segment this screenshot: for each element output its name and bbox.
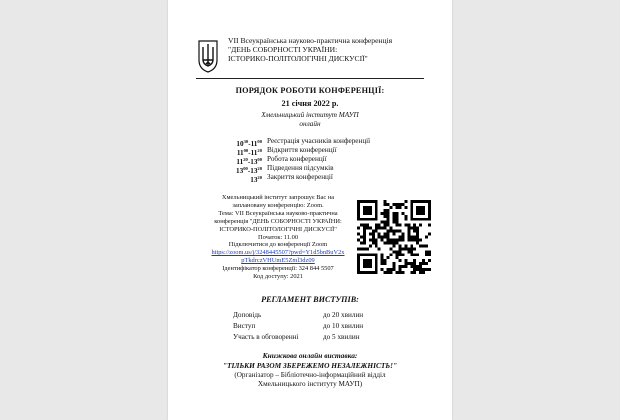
organizer-line-2: Хмельницького інституту МАУП): [257, 380, 363, 388]
document-page: [168, 0, 452, 420]
reglament-label: Виступ: [233, 322, 256, 330]
schedule-row: [212, 155, 412, 164]
schedule-row: [212, 137, 412, 146]
reglament-table: [233, 310, 413, 343]
zoom-invitation: [188, 194, 368, 281]
qr-code-icon: [357, 200, 431, 274]
organizer-line-1: (Організатор – Бібліотечно-інформаційний відділ: [234, 371, 386, 379]
invite-line: Хмельницький інститут запрошує Вас на: [221, 194, 335, 201]
schedule-time: $11^{00}-11^{20}$: [236, 148, 262, 157]
reglament-value: до 5 хвилин: [323, 333, 360, 341]
schedule-time: $10^{30}-11^{00}$: [236, 139, 262, 148]
conference-header: [196, 34, 441, 76]
program-venue: Хмельницький інститут МАУП: [261, 111, 359, 119]
zoom-link[interactable]: https://zoom.us/j/3248445507?pwd=Y1d5bnBuV2x: [211, 249, 345, 257]
schedule-time: $11^{20}-13^{00}$: [236, 157, 262, 166]
header-line-2: "ДЕНЬ СОБОРНОСТІ УКРАЇНИ:: [228, 45, 338, 54]
schedule-event: Підведення підсумків: [267, 164, 334, 172]
trident-emblem-icon: [196, 38, 220, 74]
schedule-event: Відкриття конференції: [267, 146, 337, 154]
reglament-label: Участь в обговоренні: [233, 333, 299, 341]
invite-join-text: Підключитися до конференції Zoom: [228, 241, 328, 249]
reglament-value: до 20 хвилин: [323, 311, 364, 319]
program-mode: онлайн: [299, 120, 321, 128]
zoom-link-continued[interactable]: pTkdrczVHUmE5Zml3dz09: [241, 257, 315, 265]
schedule-row: [212, 146, 412, 155]
reglament-row: [233, 310, 413, 321]
reglament-row: [233, 321, 413, 332]
schedule-event: Реєстрація учасників конференції: [267, 137, 371, 145]
schedule-row: [212, 173, 412, 182]
program-date: 21 січня 2022 р.: [281, 99, 339, 108]
header-divider: [196, 78, 424, 79]
invite-topic-line: ІСТОРИКО-ПОЛІТОЛОГІЧНІ ДИСКУСІЇ": [219, 225, 337, 233]
header-line-1: VII Всеукраїнська науково-практична конференція: [228, 36, 393, 45]
schedule-time: $13^{00}-13^{20}$: [236, 166, 262, 175]
invite-line: заплановану конференцію: Zoom.: [232, 201, 324, 209]
schedule-event: Закриття конференції: [267, 173, 333, 181]
invite-start-time: Початок: 11.00: [257, 233, 299, 241]
reglament-label: Доповідь: [233, 311, 262, 319]
access-code: Код доступу: 2021: [253, 273, 303, 281]
invite-topic-line: конференція "ДЕНЬ СОБОРНОСТІ УКРАЇНИ:: [214, 217, 342, 225]
header-line-3: ІСТОРИКО-ПОЛІТОЛОГІЧНІ ДИСКУСІЇ": [228, 54, 368, 63]
reglament-row: [233, 332, 413, 343]
schedule-time: $13^{20}$: [250, 175, 262, 184]
schedule-table: [212, 137, 412, 182]
invite-topic-line: Тема: VII Всеукраїнська науково-практична: [218, 209, 338, 217]
meeting-id: Ідентифікатор конференції: 324 844 5507: [222, 265, 334, 273]
reglament-title: РЕГЛАМЕНТ ВИСТУПІВ:: [261, 295, 359, 304]
schedule-event: Робота конференції: [267, 155, 327, 163]
book-exhibition-title: Книжкова онлайн виставка:: [262, 351, 358, 360]
book-exhibition-name: "ТІЛЬКИ РАЗОМ ЗБЕРЕЖЕМО НЕЗАЛЕЖНІСТЬ!": [222, 361, 398, 370]
reglament-value: до 10 хвилин: [323, 322, 364, 330]
program-title: ПОРЯДОК РОБОТИ КОНФЕРЕНЦІЇ:: [235, 86, 385, 95]
schedule-row: [212, 164, 412, 173]
